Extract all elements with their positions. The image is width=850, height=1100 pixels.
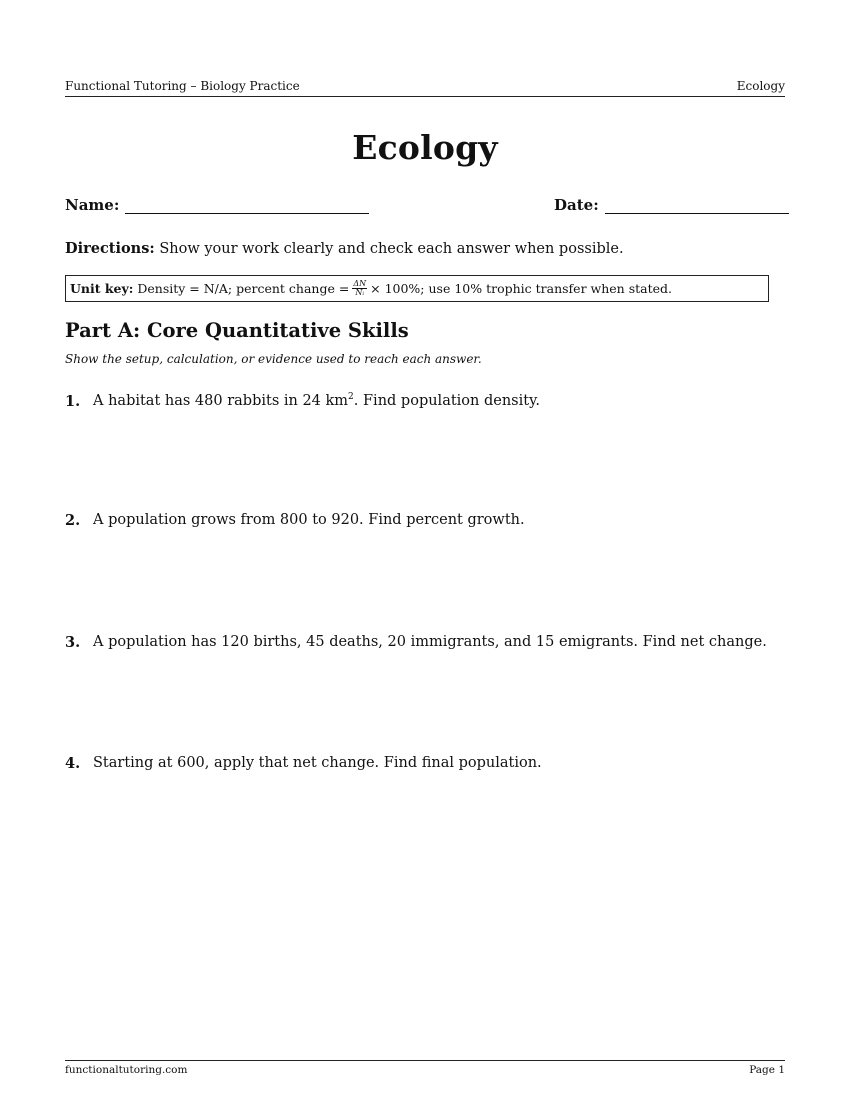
unit-key-text-2: × 100%; use 10% trophic transfer when stated.	[370, 281, 672, 296]
part-a-subheading: Show the setup, calculation, or evidence used to reach each answer.	[65, 352, 482, 366]
part-a-heading: Part A: Core Quantitative Skills	[65, 319, 409, 342]
question-text-part: . Find population density.	[353, 393, 540, 409]
name-label: Name:	[65, 196, 120, 214]
date-blank-line[interactable]	[605, 199, 789, 214]
question-text: A population grows from 800 to 920. Find percent growth.	[93, 512, 525, 528]
question-text: A population has 120 births, 45 deaths, 20 immigrants, and 15 emigrants. Find net change.	[93, 634, 767, 650]
fraction-denominator: Nᵢ	[355, 288, 365, 297]
header-left-text: Functional Tutoring – Biology Practice	[65, 79, 300, 93]
name-blank-line[interactable]	[125, 199, 369, 214]
date-label: Date:	[554, 196, 599, 214]
unit-key-label: Unit key:	[70, 281, 134, 296]
footer-page-number: Page 1	[749, 1064, 785, 1076]
question-1	[65, 393, 540, 410]
name-field	[65, 196, 369, 214]
superscript: 2	[348, 392, 354, 403]
question-text	[93, 393, 540, 410]
directions	[65, 240, 624, 257]
question-text-part: A habitat has 480 rabbits in 24 km	[93, 393, 349, 409]
directions-label: Directions:	[65, 240, 155, 257]
header-right-text: Ecology	[736, 79, 785, 93]
question-text: Starting at 600, apply that net change. Find final population.	[93, 755, 542, 771]
question-number: 1.	[65, 393, 81, 410]
page-header	[65, 77, 785, 97]
page-title: Ecology	[352, 128, 498, 167]
question-4	[65, 755, 542, 772]
percent-change-fraction	[352, 280, 367, 297]
footer-site: functionaltutoring.com	[65, 1064, 188, 1076]
date-field	[554, 196, 789, 214]
page-footer	[65, 1060, 785, 1076]
question-number: 4.	[65, 755, 81, 772]
question-number: 3.	[65, 634, 81, 651]
question-number: 2.	[65, 512, 81, 529]
unit-key-text-1: Density = N/A; percent change =	[137, 281, 350, 296]
unit-key-box	[65, 275, 769, 302]
fraction-numerator: ΔN	[353, 279, 367, 288]
directions-text: Show your work clearly and check each answer when possible.	[159, 241, 624, 257]
question-2	[65, 512, 525, 529]
question-3	[65, 634, 767, 651]
